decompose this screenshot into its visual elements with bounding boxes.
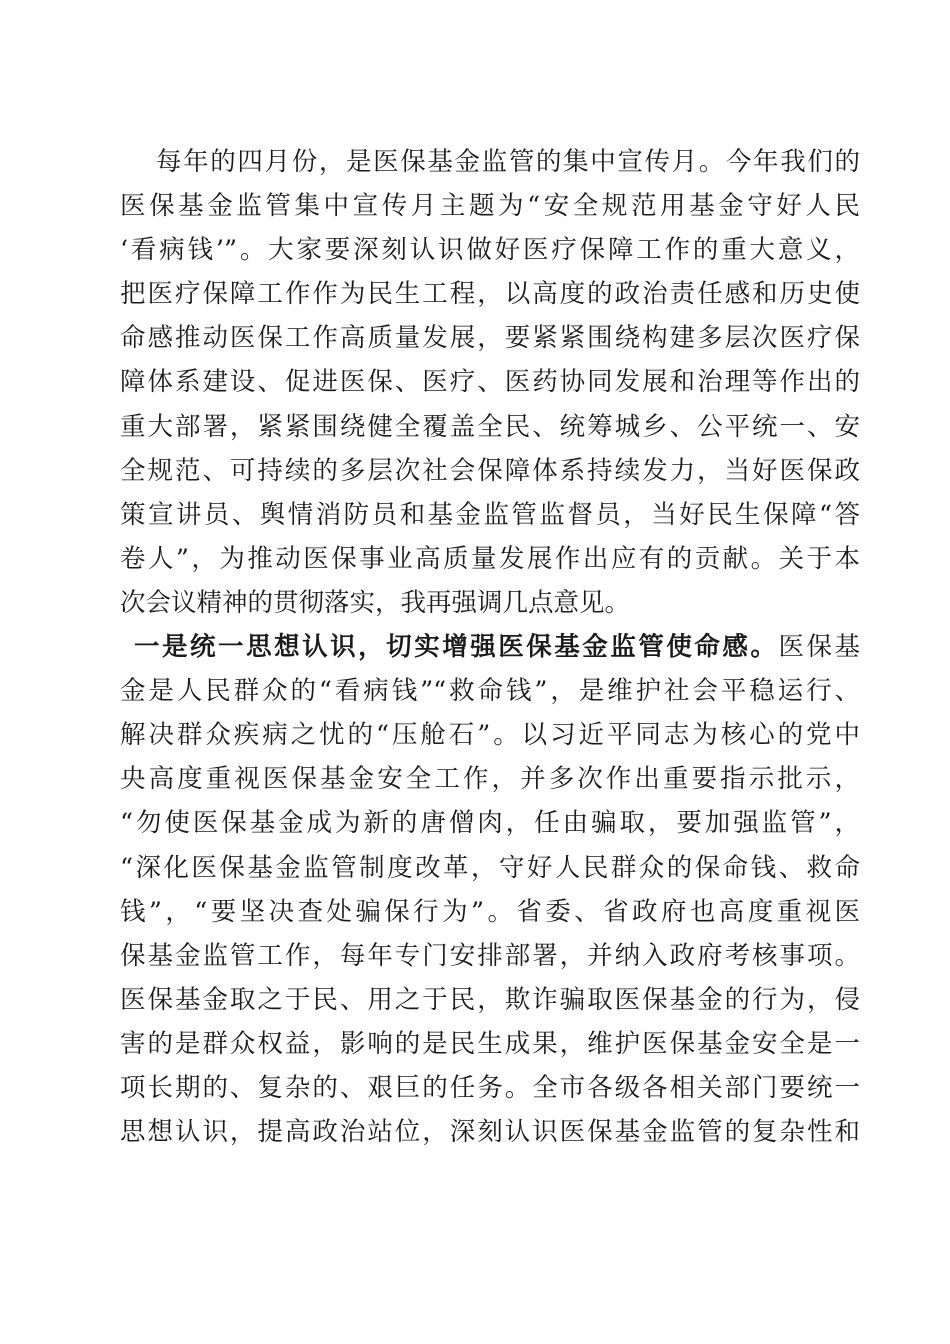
text-line: “深化医保基金监管制度改革，守好人民群众的保命钱、救命 [120, 852, 860, 883]
text-line: “勿使医保基金成为新的唐僧肉，任由骗取，要加强监管”， [120, 808, 860, 839]
text-line: 金是人民群众的“看病钱”“救命钱”，是维护社会平稳运行、 [120, 676, 860, 707]
text-line: 医保基金取之于民、用之于民，欺诈骗取医保基金的行为，侵 [120, 984, 860, 1015]
text-line: 次会议精神的贯彻落实，我再强调几点意见。 [120, 587, 631, 618]
text-line: 项长期的、复杂的、艰巨的任务。全市各级各相关部门要统一 [120, 1072, 860, 1103]
text-line: 全规范、可持续的多层次社会保障体系持续发力，当好医保政 [120, 455, 860, 486]
document-body [120, 140, 860, 1154]
text-line: 医保基金监管集中宣传月主题为“安全规范用基金守好人民 [120, 191, 860, 222]
text-line: 重大部署，紧紧围绕健全覆盖全民、统筹城乡、公平统一、安 [120, 411, 860, 442]
text-line: 卷人”，为推动医保事业高质量发展作出应有的贡献。关于本 [120, 543, 860, 574]
text-line: ‘看病钱’”。大家要深刻认识做好医疗保障工作的重大意义， [120, 235, 860, 266]
paragraph-heading: 一是统一思想认识，切实增强医保基金监管使命感。 [134, 632, 779, 663]
text-line: 钱”，“要坚决查处骗保行为”。省委、省政府也高度重视医 [120, 896, 860, 927]
text-line [120, 625, 860, 669]
paragraph-2 [120, 625, 860, 1154]
text-line: 每年的四月份，是医保基金监管的集中宣传月。今年我们的 [156, 147, 860, 177]
text-line: 害的是群众权益，影响的是民生成果，维护医保基金安全是一 [120, 1028, 860, 1059]
text-line: 障体系建设、促进医保、医疗、医药协同发展和治理等作出的 [120, 367, 860, 398]
text-line: 解决群众疾病之忧的“压舱石”。以习近平同志为核心的党中 [120, 720, 860, 751]
text-line: 把医疗保障工作作为民生工程，以高度的政治责任感和历史使 [120, 279, 860, 310]
text-line: 策宣讲员、舆情消防员和基金监管监督员，当好民生保障“答 [120, 499, 860, 530]
text-line: 央高度重视医保基金安全工作，并多次作出重要指示批示， [120, 764, 860, 795]
paragraph-heading-rest: 医保基 [778, 632, 860, 663]
paragraph-1 [120, 140, 860, 625]
text-line: 思想认识，提高政治站位，深刻认识医保基金监管的复杂性和 [120, 1117, 860, 1148]
text-line: 命感推动医保工作高质量发展，要紧紧围绕构建多层次医疗保 [120, 323, 860, 354]
text-line: 保基金监管工作，每年专门安排部署，并纳入政府考核事项。 [120, 940, 860, 971]
